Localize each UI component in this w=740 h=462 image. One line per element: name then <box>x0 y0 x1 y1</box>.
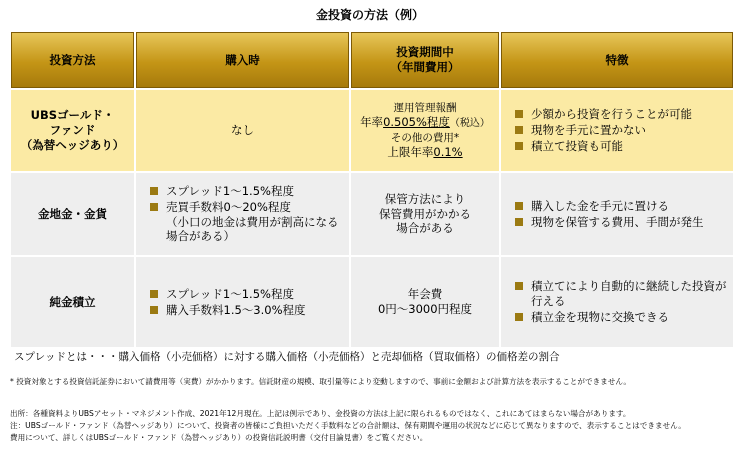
table-row-gold-accumulation <box>11 257 733 347</box>
period-line: 運用管理報酬 <box>393 101 457 114</box>
purchase-item: スプレッド1～1.5%程度 <box>150 184 349 199</box>
features-cell <box>501 90 733 171</box>
period-cost: 保管方法により 保管費用がかかる 場合がある <box>351 173 499 255</box>
prospectus-note: 費用について、詳しくはUBSゴールド・ファンド（為替ヘッジあり）の投資信託説明書（交付目論見書）をご覧ください。 <box>10 433 428 442</box>
method-name: 純金積立 <box>11 257 134 347</box>
purchase-item: 売買手数料0～20%程度 （小口の地金は費用が割高になる場合がある） <box>150 200 349 245</box>
features-cell <box>501 173 733 255</box>
purchase-cost: なし <box>136 90 349 171</box>
feature-item: 積立て投資も可能 <box>515 139 733 154</box>
spread-definition: スプレッドとは・・・購入価格（小売価格）に対する購入価格（小売価格）と売却価格（買取価格）の価格差の割合 <box>14 351 560 363</box>
purchase-item: スプレッド1～1.5%程度 <box>150 287 349 302</box>
period-cost <box>351 90 499 171</box>
purchase-item: 購入手数料1.5～3.0%程度 <box>150 303 349 318</box>
source-note: 出所：各種資料よりUBSアセット・マネジメント作成、2021年12月現在。上記は例示であり、金投資の方法は上記に限られるものではなく、これにあてはまらない場合があります。 <box>10 409 631 418</box>
header-period-cost: 投資期間中 （年間費用） <box>351 32 499 88</box>
table-header-row <box>11 32 733 88</box>
period-cost: 年会費 0円～3000円程度 <box>351 257 499 347</box>
feature-item: 現物を保管する費用、手間が発生 <box>515 215 733 230</box>
feature-item: 積立てにより自動的に継続した投資が行える <box>515 279 733 309</box>
header-purchase: 購入時 <box>136 32 349 88</box>
method-name: 金地金・金貨 <box>11 173 134 255</box>
features-cell <box>501 257 733 347</box>
feature-item: 現物を手元に置かない <box>515 123 733 138</box>
page-title: 金投資の方法（例） <box>315 8 424 22</box>
period-line: 上限年率0.1% <box>387 144 463 159</box>
header-features: 特徴 <box>501 32 733 88</box>
header-method: 投資方法 <box>11 32 134 88</box>
table-row-ubs-fund <box>11 90 733 171</box>
method-name: UBSゴールド・ ファンド （為替ヘッジあり） <box>11 90 134 171</box>
period-line: 年率0.505%程度（税込） <box>360 114 490 129</box>
fee-note: 注：UBSゴールド・ファンド（為替ヘッジあり）について、投資者の皆様にご負担いただく手数料などの合計額は、保有期間や運用の状況などに応じて異なりますので、表示することはできません。 <box>10 421 686 430</box>
footnote-expenses: * 投資対象とする投資信託証券において請費用等（実費）がかかります。信託財産の規模、取引量等により変動しますので、事前に金額および計算方法を表示することができません。 <box>10 377 631 386</box>
period-line: その他の費用* <box>390 131 460 144</box>
feature-item: 購入した金を手元に置ける <box>515 199 733 214</box>
feature-item: 積立金を現物に交換できる <box>515 310 733 325</box>
table-row-bullion <box>11 173 733 255</box>
purchase-cell <box>136 257 349 347</box>
feature-item: 少額から投資を行うことが可能 <box>515 107 733 122</box>
comparison-table <box>9 30 735 349</box>
purchase-cell <box>136 173 349 255</box>
